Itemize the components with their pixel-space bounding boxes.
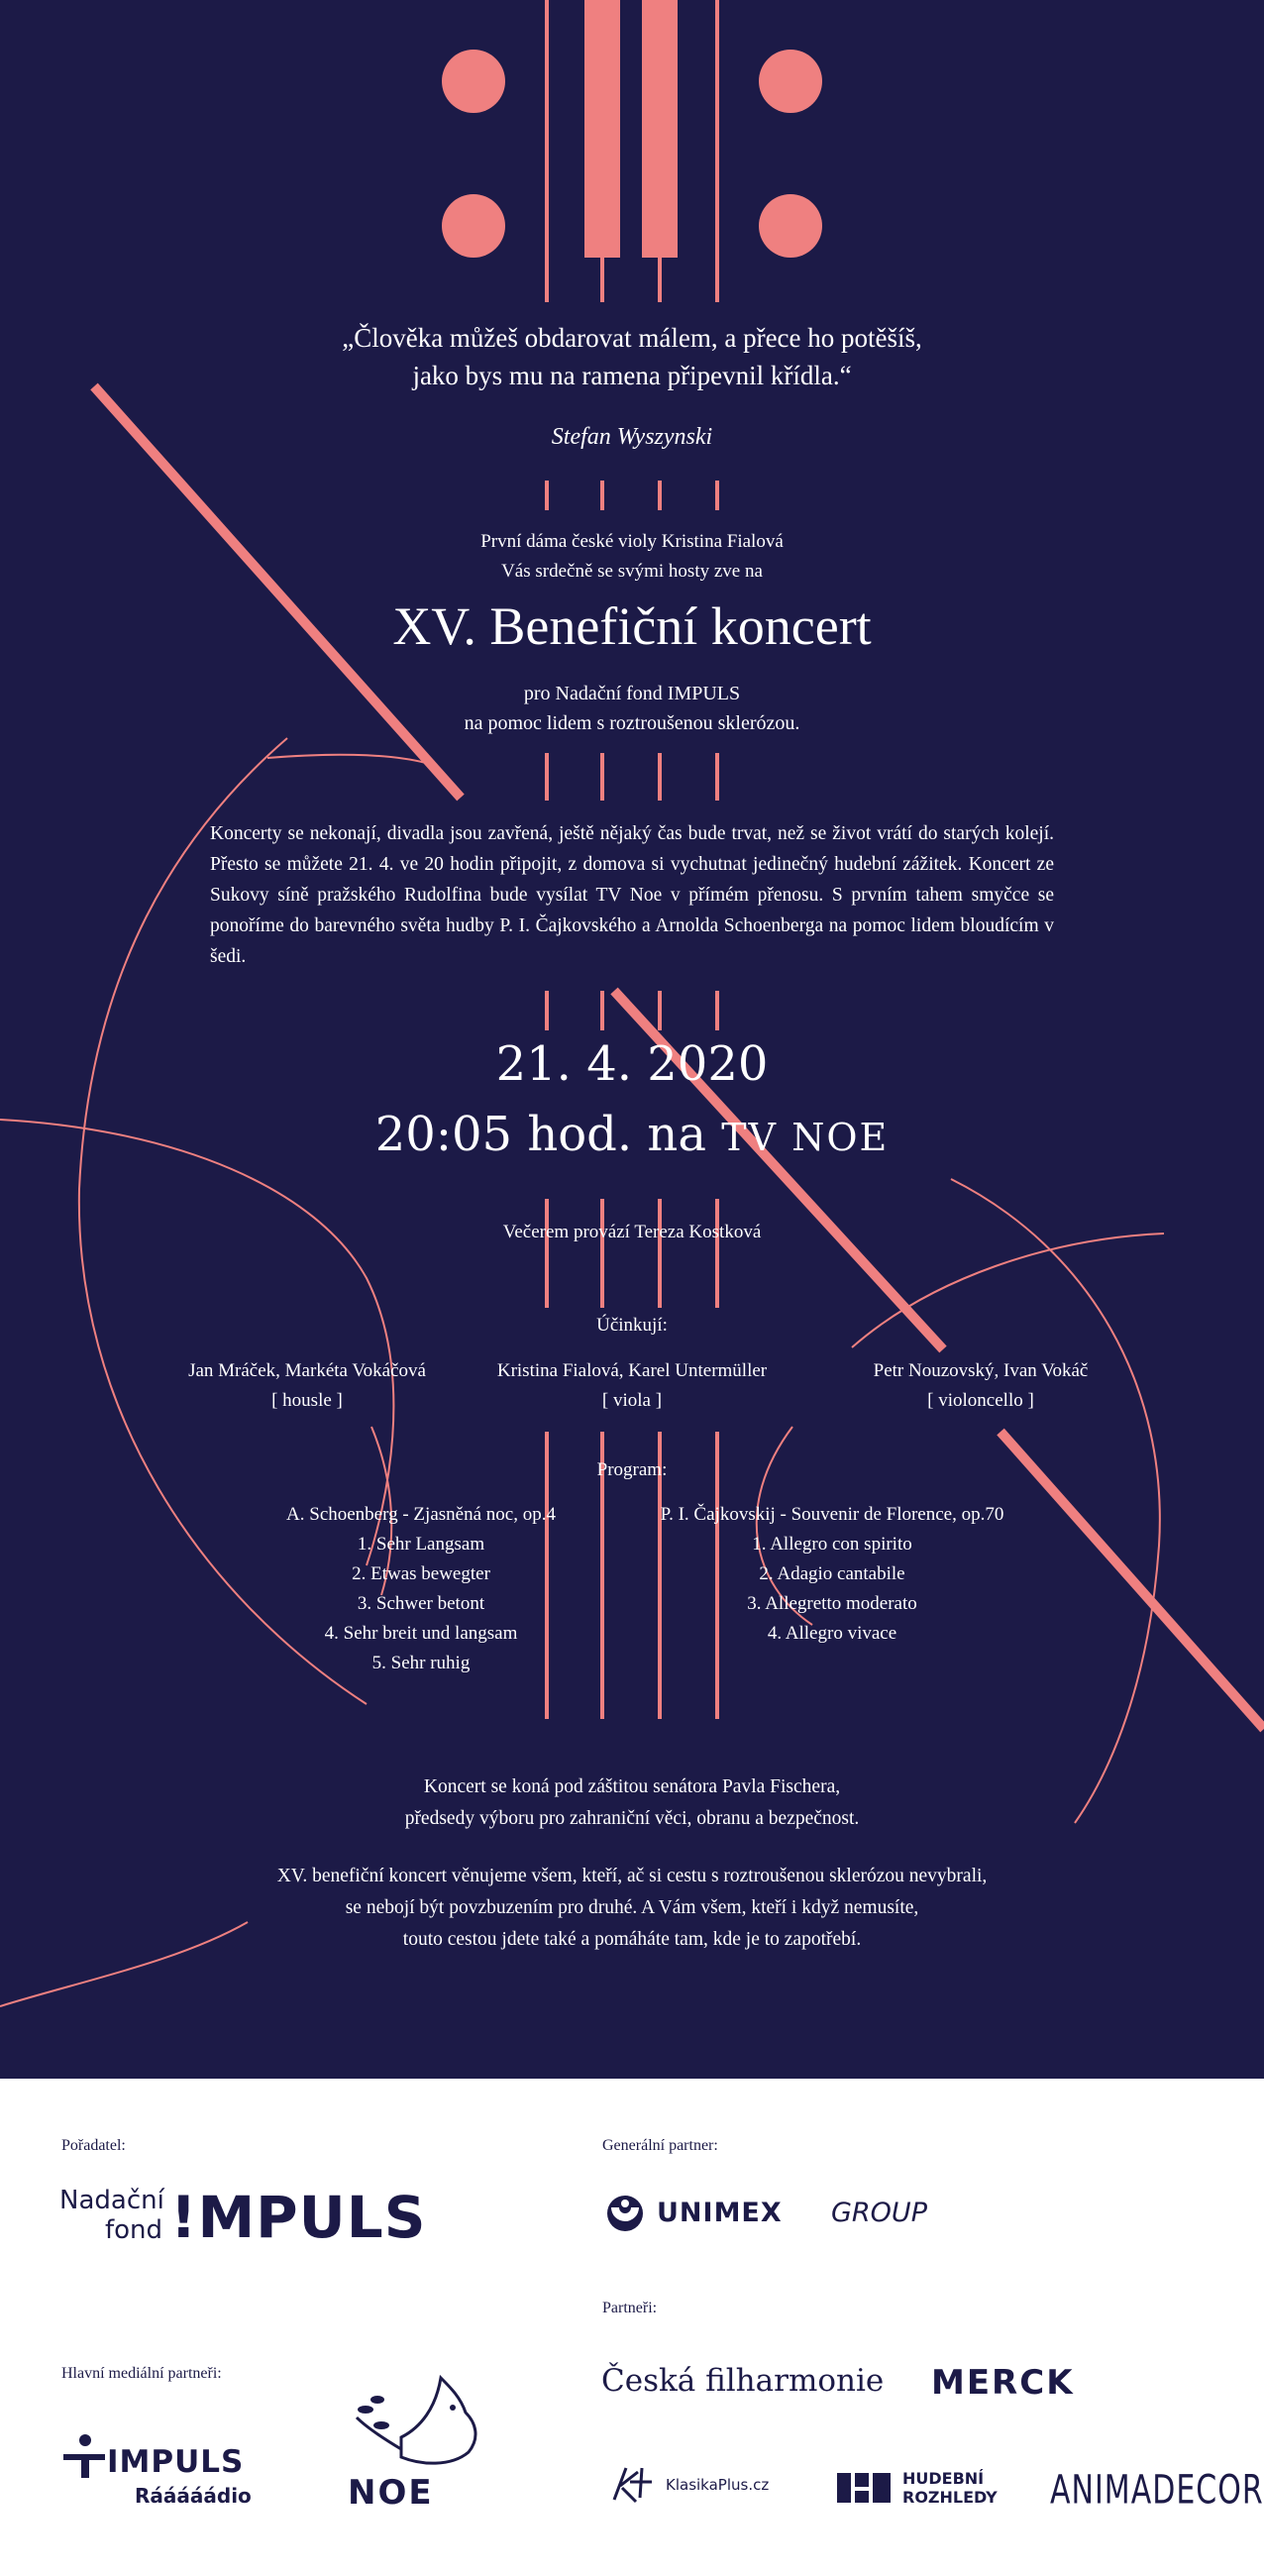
- general-partner-label: Generální partner:: [602, 2137, 718, 2154]
- logo-mark: !MPULS: [170, 2184, 427, 2251]
- description: Koncerty se nekonají, divadla jsou zavřená, ještě nějaký čas bude trvat, než se život vrátí do starých kolejí. Přesto se můžete 21. 4. ve 20 hodin připojit, z domova si vychutnat jedinečný hudební zážitek. Koncert ze Sukovy síně pražského Rudolfina bude vysílat TV Noe v přímém přenosu. S prvním tahem smyčce se ponoříme do barevného světa hudby P. I. Čajkovského a Arnolda Schoenberga na pomoc lidem bloudícím v šedi.: [210, 823, 1054, 967]
- performer-instrument: [ violoncello ]: [927, 1390, 1034, 1411]
- program-piece: [634, 1500, 1030, 1649]
- intro: [0, 527, 1264, 587]
- beneficiary-line: pro Nadační fond IMPULS: [523, 683, 741, 704]
- patronage-line: předsedy výboru pro zahraniční věci, obranu a bezpečnost.: [404, 1808, 860, 1829]
- movement: 1. Allegro con spirito: [752, 1534, 912, 1555]
- logo-text: HUDEBNÍ: [902, 2469, 985, 2488]
- merck-logo: MERCK: [931, 2363, 1075, 2403]
- logo-text: ROZHLEDY: [902, 2488, 998, 2507]
- klasika-plus-logo: [606, 2462, 785, 2507]
- tuning-peg-circle: [442, 50, 505, 113]
- intro-line: První dáma české violy Kristina Fialová: [480, 531, 784, 552]
- tuning-peg-circle: [759, 50, 822, 113]
- movement: 2. Etwas bewegter: [352, 1563, 490, 1584]
- hudebni-rozhledy-logo: [837, 2467, 1005, 2511]
- tuning-peg-circle: [759, 194, 822, 258]
- performer-names: Petr Nouzovský, Ivan Vokáč: [873, 1360, 1089, 1381]
- movement: 5. Sehr ruhig: [371, 1653, 471, 1673]
- animadecor-logo: ANIMADECOR: [1050, 2467, 1264, 2515]
- performer-names: Kristina Fialová, Karel Untermüller: [496, 1360, 768, 1381]
- program-piece: [248, 1500, 594, 1678]
- logo-text: fond: [104, 2215, 162, 2245]
- partners-label: Partneři:: [602, 2300, 658, 2316]
- performer-instrument: [ viola ]: [601, 1390, 663, 1411]
- dedication-line: XV. benefiční koncert věnujeme všem, kteří, ač si cestu s roztroušenou sklerózou nevybrali,: [276, 1866, 988, 1886]
- concert-date: 21. 4. 2020: [495, 1036, 769, 1092]
- klasika-mark-icon: [606, 2462, 666, 2507]
- logo-text-light: GROUP: [831, 2198, 927, 2228]
- dedication-line: se nebojí být povzbuzením pro druhé. A Vám všem, kteří i když nemusíte,: [345, 1897, 919, 1918]
- channel-name: TV NOE: [721, 1116, 890, 1159]
- patronage: [0, 1771, 1264, 1835]
- logo-text: IMPULS: [107, 2444, 245, 2480]
- movement: 1. Sehr Langsam: [357, 1534, 485, 1555]
- scroll-bar: [642, 0, 678, 258]
- movement: 4. Allegro vivace: [767, 1623, 897, 1644]
- concert-title: XV. Benefiční koncert: [392, 596, 872, 656]
- scroll-bar: [584, 0, 620, 258]
- logo-subtext: Rááááádio: [135, 2484, 252, 2508]
- piece-title: P. I. Čajkovskij - Souvenir de Florence, op.70: [660, 1504, 1004, 1525]
- impuls-radio-logo: [59, 2432, 267, 2512]
- dove-icon: [342, 2368, 490, 2477]
- logo-text-bold: UNIMEX: [657, 2198, 783, 2228]
- logo-text: NOE: [348, 2473, 434, 2513]
- ceska-filharmonie-logo: Česká filharmonie: [601, 2363, 885, 2399]
- quote-line: jako bys mu na ramena připevnil křídla.“: [412, 361, 852, 390]
- performer-names: Jan Mráček, Markéta Vokáčová: [188, 1360, 426, 1381]
- time-text: 20:05 hod. na: [374, 1107, 706, 1162]
- piece-title: A. Schoenberg - Zjasněná noc, op.4: [286, 1504, 556, 1525]
- beneficiary-line: na pomoc lidem s roztroušenou sklerózou.: [464, 712, 800, 734]
- movement: 2. Adagio cantabile: [759, 1563, 905, 1584]
- tuning-peg-circle: [442, 194, 505, 258]
- performer-group: [817, 1356, 1144, 1416]
- intro-line: Vás srdečně se svými hosty zve na: [501, 561, 763, 582]
- quote-line: „Člověka můžeš obdarovat málem, a přece ho potěšíš,: [342, 323, 922, 353]
- logo-text: Nadační: [59, 2186, 164, 2215]
- patronage-line: Koncert se koná pod záštitou senátora Pavla Fischera,: [423, 1776, 841, 1797]
- performer-instrument: [ housle ]: [271, 1390, 343, 1411]
- logo-text: KlasikaPlus.cz: [666, 2476, 770, 2494]
- beneficiary: [0, 679, 1264, 738]
- dedication-line: touto cestou jdete také a pomáháte tam, kde je to zapotřebí.: [402, 1929, 862, 1950]
- movement: 4. Sehr breit und langsam: [324, 1623, 518, 1644]
- unimex-emblem-icon: [601, 2194, 651, 2233]
- host-line: Večerem provází Tereza Kostková: [502, 1222, 762, 1242]
- movement: 3. Allegretto moderato: [747, 1593, 917, 1614]
- quote-author: Stefan Wyszynski: [551, 424, 713, 450]
- dedication: [0, 1861, 1264, 1956]
- unimex-logo: [601, 2192, 1017, 2241]
- rozhledy-mark-icon: [837, 2469, 895, 2507]
- quote: [0, 319, 1264, 394]
- movement: 3. Schwer betont: [357, 1593, 485, 1614]
- media-partners-label: Hlavní mediální partneři:: [61, 2365, 222, 2382]
- tv-noe-logo: [342, 2368, 490, 2517]
- impuls-figure-icon: [59, 2432, 109, 2482]
- concert-time: [0, 1106, 1264, 1166]
- impuls-foundation-logo: [59, 2180, 427, 2269]
- performer-group: [144, 1356, 471, 1416]
- organizer-label: Pořadatel:: [61, 2137, 126, 2154]
- performers-heading: Účinkují:: [596, 1315, 668, 1336]
- program-heading: Program:: [596, 1459, 668, 1480]
- performer-group: [459, 1356, 805, 1416]
